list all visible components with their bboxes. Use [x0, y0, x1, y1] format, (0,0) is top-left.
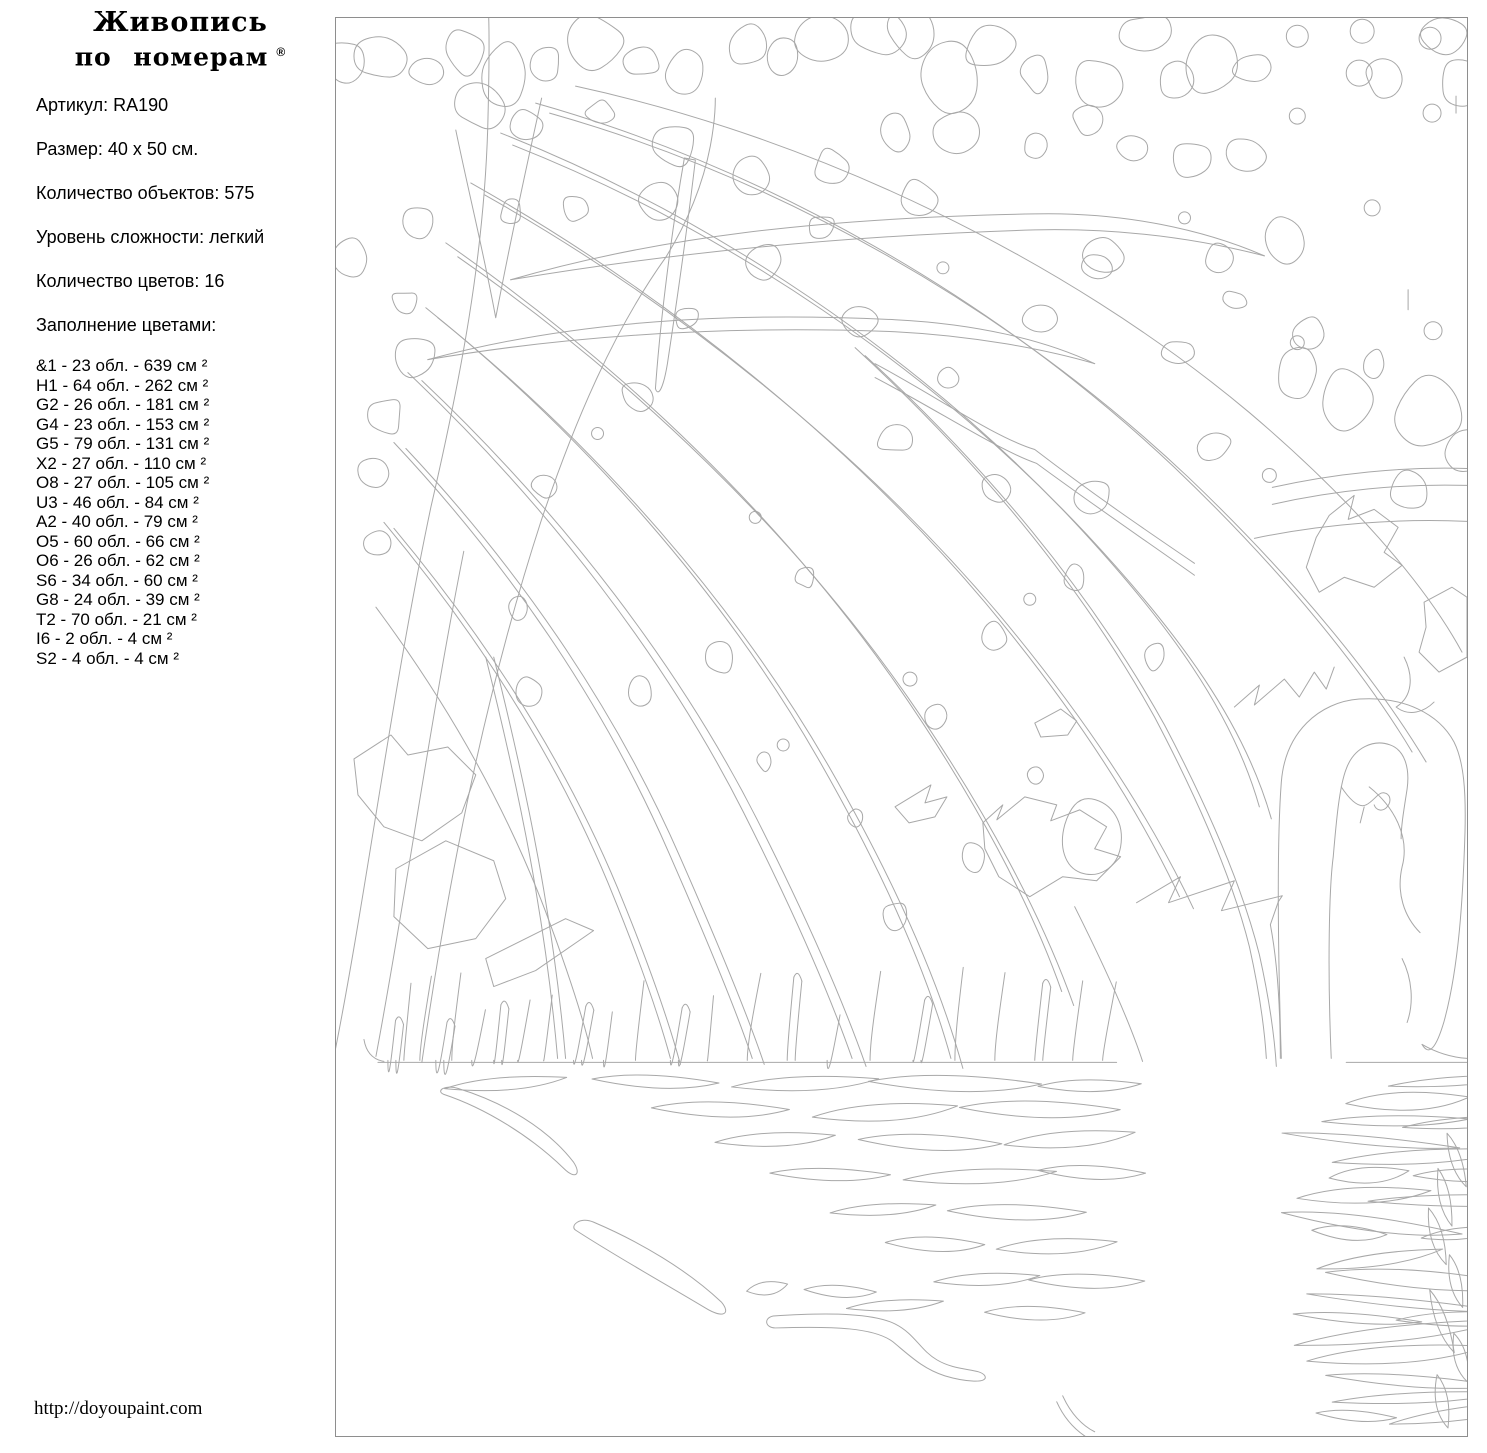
spec-article: Артикул: RA190	[36, 95, 169, 115]
spec-objects: Количество объектов: 575	[36, 183, 255, 203]
brand-title-line2-text: по номерам	[74, 42, 269, 72]
artwork-canvas	[335, 17, 1468, 1437]
brand-title-line2	[58, 38, 303, 71]
spec-list	[36, 96, 264, 360]
color-fill-item: X2 - 27 обл. - 110 см ²	[36, 453, 207, 473]
registered-mark-icon: ®	[276, 45, 287, 59]
color-fill-item: A2 - 40 обл. - 79 см ²	[36, 512, 198, 531]
color-fill-item: H1 - 64 обл. - 262 см ²	[36, 375, 209, 395]
color-fill-item: G4 - 23 обл. - 153 см ²	[36, 414, 210, 434]
spec-fill-header: Заполнение цветами:	[36, 315, 217, 335]
color-fill-item: O6 - 26 обл. - 62 см ²	[36, 551, 200, 570]
color-fill-item: I6 - 2 обл. - 4 см ²	[36, 629, 173, 648]
color-fill-list	[36, 356, 209, 668]
color-fill-item: S2 - 4 обл. - 4 см ²	[36, 648, 180, 668]
color-fill-item: &1 - 23 обл. - 639 см ²	[36, 356, 208, 375]
spec-colors-count: Количество цветов: 16	[36, 271, 225, 291]
color-fill-item: G8 - 24 обл. - 39 см ²	[36, 590, 200, 609]
color-fill-item: G5 - 79 обл. - 131 см ²	[36, 434, 210, 453]
color-fill-item: O8 - 27 обл. - 105 см ²	[36, 473, 210, 492]
color-fill-item: S6 - 34 обл. - 60 см ²	[36, 570, 198, 590]
brand-logo	[58, 8, 303, 71]
brand-title-line1: Живопись	[93, 7, 268, 38]
color-fill-item: O5 - 60 обл. - 66 см ²	[36, 531, 200, 551]
color-fill-item: T2 - 70 обл. - 21 см ²	[36, 609, 197, 629]
color-fill-item: G2 - 26 обл. - 181 см ²	[36, 395, 210, 414]
site-url: http://doyoupaint.com	[34, 1398, 203, 1419]
color-fill-item: U3 - 46 обл. - 84 см ²	[36, 492, 199, 512]
product-info-panel	[0, 0, 335, 1453]
spec-size: Размер: 40 x 50 см.	[36, 139, 199, 159]
line-art-svg	[336, 18, 1467, 1436]
spec-difficulty: Уровень сложности: легкий	[36, 227, 265, 247]
